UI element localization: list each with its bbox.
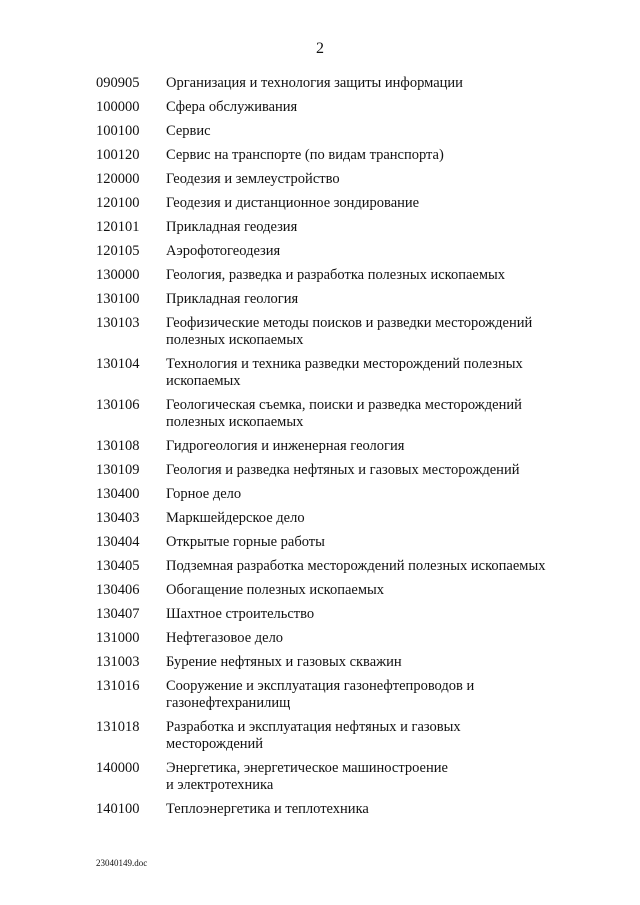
specialty-code: 130106 [96,397,140,413]
list-item [96,397,616,431]
specialty-title: Маркшейдерское дело [166,510,305,526]
list-item [96,558,616,575]
specialty-title: Обогащение полезных ископаемых [166,582,384,598]
list-item [96,438,616,455]
list-item [96,291,616,308]
list-item [96,582,616,599]
specialty-title: Открытые горные работы [166,534,325,550]
specialty-title: Бурение нефтяных и газовых скважин [166,654,402,670]
specialty-code: 100120 [96,147,140,163]
specialty-code: 130400 [96,486,140,502]
list-item [96,606,616,623]
list-item [96,801,616,818]
list-item [96,171,616,188]
specialty-title: Геодезия и землеустройство [166,171,340,187]
specialty-code: 120105 [96,243,140,259]
specialty-code: 130104 [96,356,140,372]
specialty-code: 100000 [96,99,140,115]
specialty-title: Энергетика, энергетическое машиностроение и электротехника [166,760,448,793]
list-item [96,99,616,116]
list-item [96,486,616,503]
specialty-code: 130103 [96,315,140,331]
specialty-title: Теплоэнергетика и теплотехника [166,801,369,817]
list-item [96,147,616,164]
specialty-title: Сооружение и эксплуатация газонефтепроводов и газонефтехранилищ [166,678,475,711]
specialty-title: Геология, разведка и разработка полезных ископаемых [166,267,506,283]
specialty-code: 130108 [96,438,140,454]
specialty-list [96,75,616,825]
specialty-code: 130000 [96,267,140,283]
specialty-code: 131016 [96,678,140,694]
specialty-title: Гидрогеология и инженерная геология [166,438,405,454]
specialty-title: Организация и технология защиты информации [166,75,463,91]
specialty-title: Шахтное строительство [166,606,315,622]
specialty-title: Аэрофотогеодезия [166,243,281,259]
list-item [96,267,616,284]
specialty-code: 140100 [96,801,140,817]
list-item [96,123,616,140]
specialty-code: 130403 [96,510,140,526]
specialty-title: Сфера обслуживания [166,99,298,115]
specialty-title: Геодезия и дистанционное зондирование [166,195,420,211]
specialty-code: 140000 [96,760,140,776]
specialty-title: Геология и разведка нефтяных и газовых месторождений [166,462,520,478]
specialty-title: Геологическая съемка, поиски и разведка месторождений полезных ископаемых [166,397,522,430]
list-item [96,719,616,753]
specialty-title: Сервис на транспорте (по видам транспорта) [166,147,444,163]
specialty-code: 120000 [96,171,140,187]
specialty-code: 130404 [96,534,140,550]
list-item [96,510,616,527]
specialty-code: 130406 [96,582,140,598]
list-item [96,195,616,212]
list-item [96,462,616,479]
list-item [96,630,616,647]
specialty-title: Разработка и эксплуатация нефтяных и газовых месторождений [166,719,461,752]
specialty-code: 130405 [96,558,140,574]
list-item [96,315,616,349]
specialty-title: Подземная разработка месторождений полезных ископаемых [166,558,546,574]
footer-filename: 23040149.doc [96,858,148,868]
list-item [96,654,616,671]
specialty-code: 090905 [96,75,140,91]
specialty-code: 131000 [96,630,140,646]
list-item [96,760,616,794]
specialty-code: 120100 [96,195,140,211]
specialty-title: Горное дело [166,486,242,502]
list-item [96,75,616,92]
list-item [96,219,616,236]
list-item [96,678,616,712]
specialty-code: 131018 [96,719,140,735]
list-item [96,356,616,390]
specialty-title: Технология и техника разведки месторождений полезных ископаемых [166,356,523,389]
specialty-code: 130407 [96,606,140,622]
specialty-title: Прикладная геодезия [166,219,298,235]
specialty-title: Прикладная геология [166,291,299,307]
specialty-code: 100100 [96,123,140,139]
specialty-title: Сервис [166,123,211,139]
specialty-code: 130109 [96,462,140,478]
page-number: 2 [316,40,324,57]
specialty-title: Нефтегазовое дело [166,630,284,646]
list-item [96,534,616,551]
specialty-code: 131003 [96,654,140,670]
list-item [96,243,616,260]
specialty-code: 120101 [96,219,140,235]
specialty-title: Геофизические методы поисков и разведки месторождений полезных ископаемых [166,315,533,348]
specialty-code: 130100 [96,291,140,307]
